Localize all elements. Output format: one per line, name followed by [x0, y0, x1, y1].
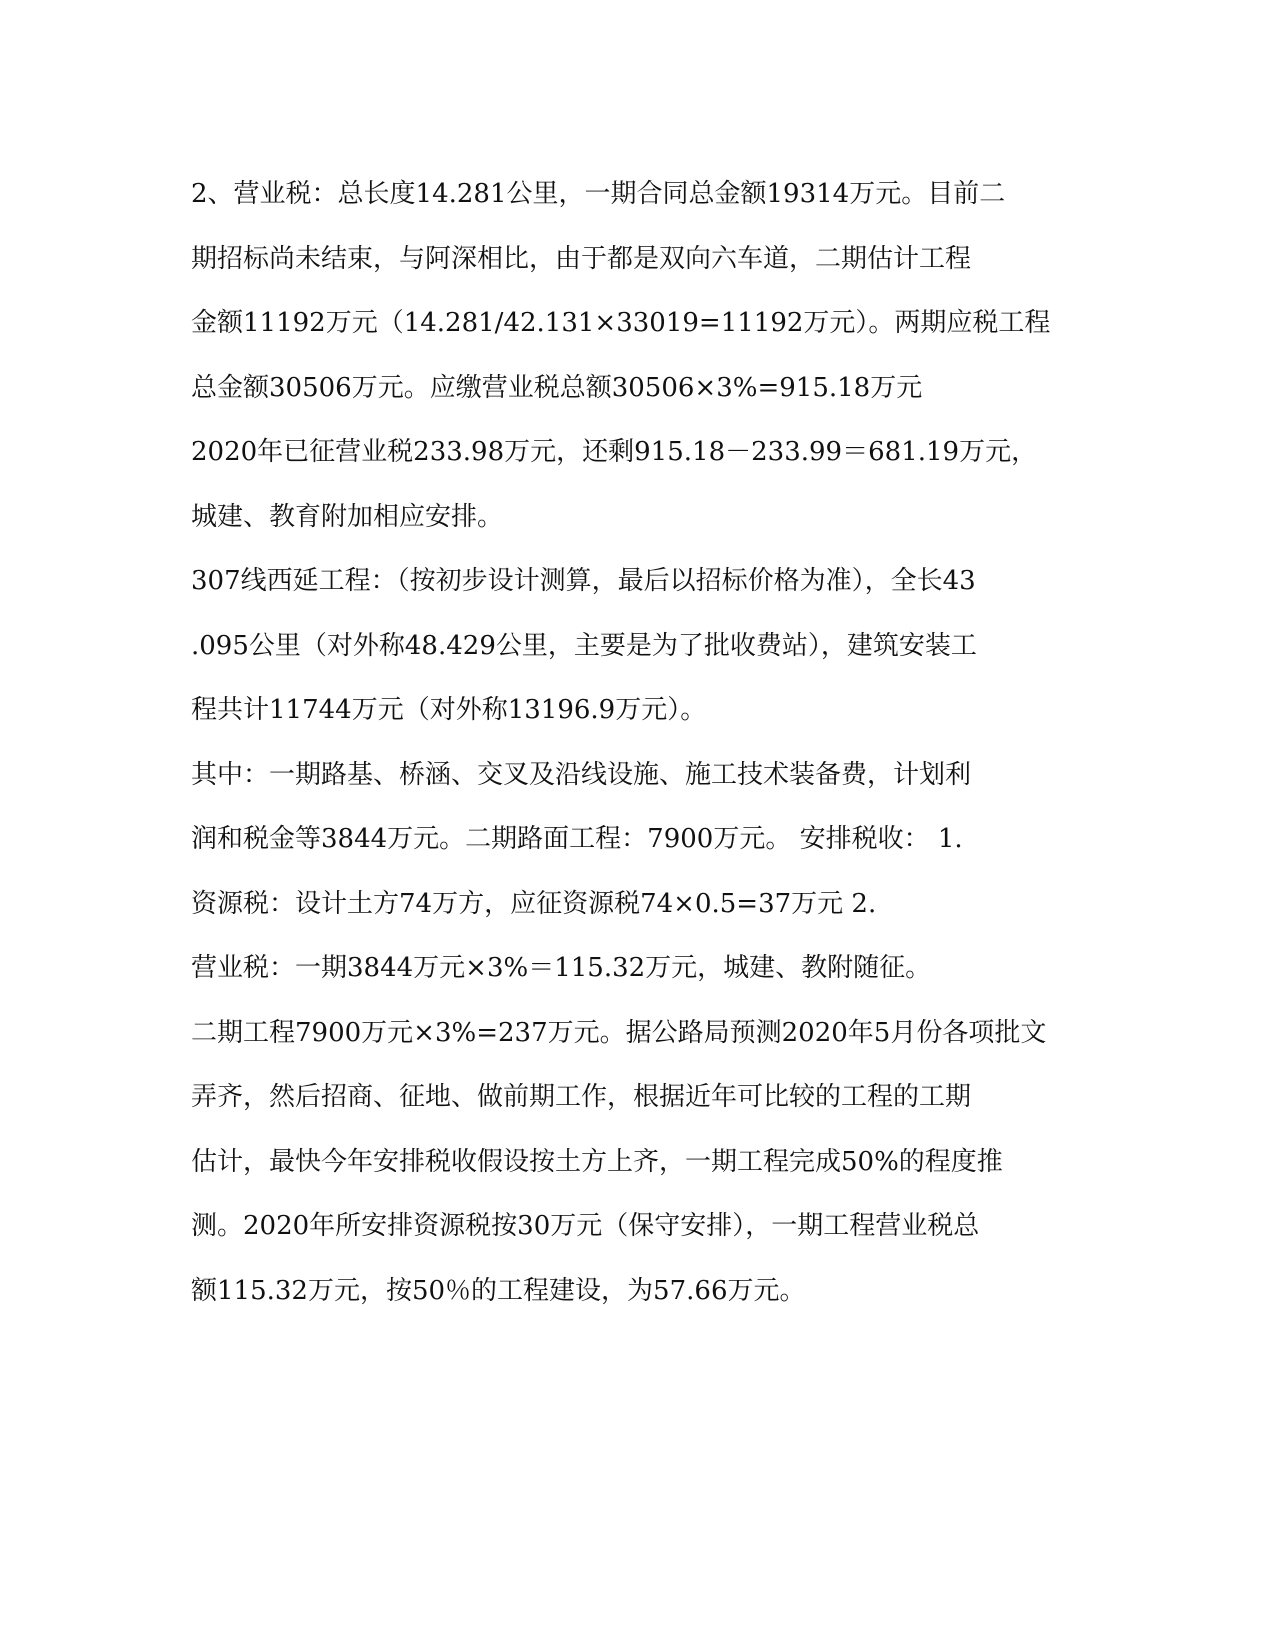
text-line: 额115.32万元，按50％的工程建设，为57.66万元。: [191, 1275, 806, 1306]
text-line: 总金额30506万元。应缴营业税总额30506×3%=915.18万元: [191, 372, 923, 403]
text-line: 营业税：一期3844万元×3%＝115.32万元，城建、教附随征。: [191, 953, 932, 983]
text-line: .095公里（对外称48.429公里，主要是为了批收费站），建筑安装工: [191, 630, 977, 661]
text-line: 金额11192万元（14.281/42.131×33019=11192万元）。两期应税工程: [191, 308, 1051, 338]
document-body: [191, 162, 1091, 1323]
text-line: 二期工程7900万元×3%=237万元。据公路局预测2020年5月份各项批文: [191, 1017, 1047, 1048]
text-line: 其中：一期路基、桥涵、交叉及沿线设施、施工技术装备费，计划利: [191, 759, 972, 790]
text-line: 估计，最快今年安排税收假设按土方上齐，一期工程完成50%的程度推: [191, 1146, 1003, 1177]
text-line: 测。2020年所安排资源税按30万元（保守安排），一期工程营业税总: [191, 1211, 980, 1241]
text-line: 弄齐，然后招商、征地、做前期工作，根据近年可比较的工程的工期: [191, 1082, 972, 1112]
text-line: 城建、教育附加相应安排。: [191, 501, 504, 532]
text-line: 2、营业税：总长度14.281公里，一期合同总金额19314万元。目前二: [191, 179, 1006, 209]
text-line: 资源税：设计土方74万方，应征资源税74×0.5=37万元 2.: [191, 888, 877, 919]
text-line: 润和税金等3844万元。二期路面工程：7900万元。 安排税收： 1.: [191, 824, 963, 854]
text-line: 程共计11744万元（对外称13196.9万元）。: [191, 695, 707, 725]
text-line: 307线西延工程：（按初步设计测算，最后以招标价格为准），全长43: [191, 566, 976, 596]
text-line: 期招标尚未结束，与阿深相比，由于都是双向六车道，二期估计工程: [191, 243, 972, 274]
text-line: 2020年已征营业税233.98万元，还剩915.18－233.99＝681.19万元，: [191, 437, 1038, 467]
